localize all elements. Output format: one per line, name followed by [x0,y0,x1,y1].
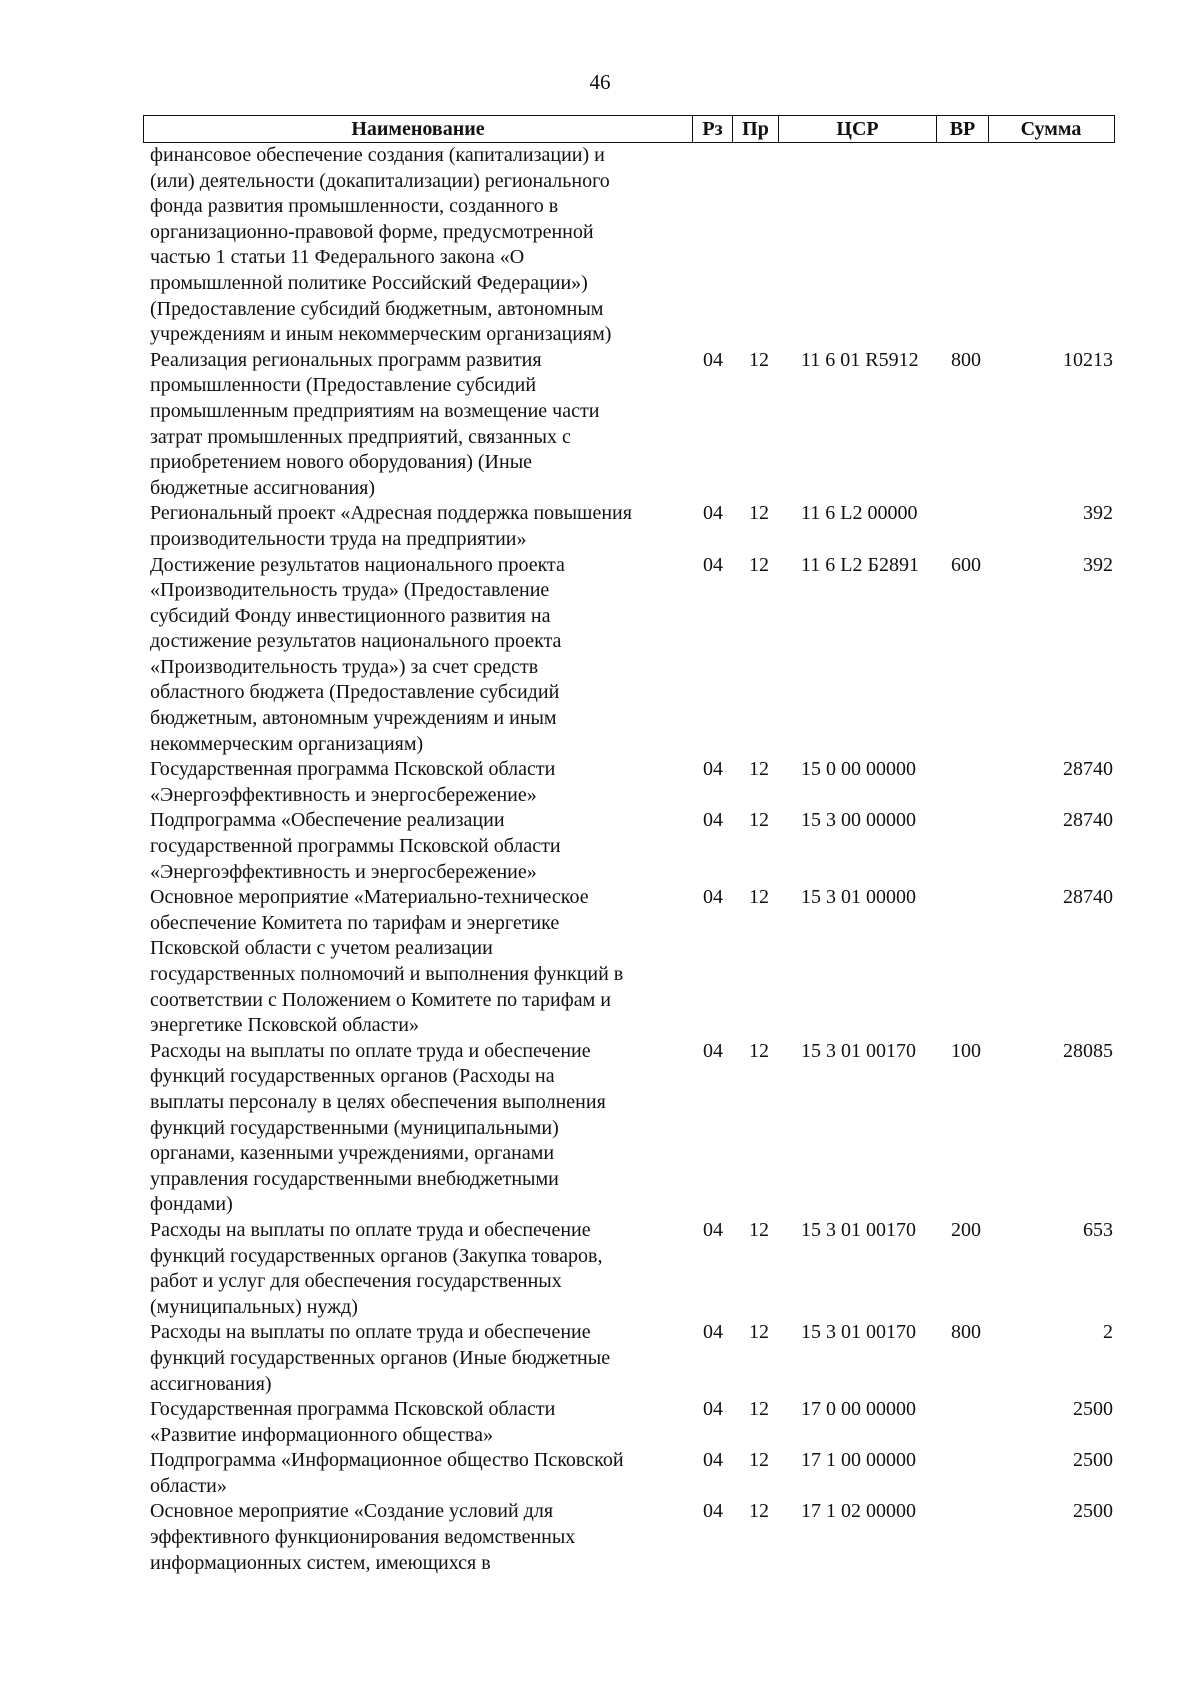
row-pr-cell: 12 [749,758,769,781]
row-csr-cell: 17 1 00 00000 [801,1449,916,1472]
row-csr-cell: 11 6 L2 Б2891 [801,553,919,576]
row-name-line: достижение результатов национального проекта [150,630,562,653]
row-name-line: промышленности (Предоставление субсидий [150,374,537,397]
row-name-line: функций государственными (муниципальными) [150,1116,559,1139]
row-vr-cell: 800 [951,1321,981,1344]
row-sum-cell: 392 [1083,553,1113,576]
row-name-line: эффективного функционирования ведомственных [150,1526,576,1549]
row-rz-cell: 04 [703,1218,723,1241]
row-vr-cell: 100 [951,1039,981,1062]
row-sum-cell: 2500 [1073,1500,1113,1523]
table-row [143,143,1115,348]
row-name-line: (Предоставление субсидий бюджетным, автономным [150,297,604,320]
row-csr-cell: 15 3 01 00000 [801,886,916,909]
row-name-cell [150,1320,690,1397]
row-pr-cell: 12 [749,1449,769,1472]
table-row [143,501,1115,552]
row-name-cell [150,143,690,348]
row-name-line: «Производительность труда») за счет средств [150,655,539,678]
row-name-line: приобретением нового оборудования) (Иные [150,451,533,474]
table-row [143,757,1115,808]
row-name-line: производительности труда на предприятии» [150,527,527,550]
row-name-line: ассигнования) [150,1372,272,1395]
row-name-line: органами, казенными учреждениями, органами [150,1142,555,1165]
row-name-line: Региональный проект «Адресная поддержка повышения [150,502,632,525]
row-name-line: областного бюджета (Предоставление субсидий [150,681,560,704]
row-pr-cell: 12 [749,553,769,576]
row-name-line: государственной программы Псковской области [150,835,561,858]
row-pr-cell: 12 [749,1398,769,1421]
row-rz-cell: 04 [703,758,723,781]
row-rz-cell: 04 [703,1321,723,1344]
row-name-line: области» [150,1474,227,1497]
row-rz-cell: 04 [703,553,723,576]
table-header [143,115,1115,143]
row-rz-cell: 04 [703,1449,723,1472]
row-name-line: работ и услуг для обеспечения государственных [150,1270,562,1293]
row-name-line: финансовое обеспечение создания (капитализации) и [150,144,605,166]
row-pr-cell: 12 [749,502,769,525]
row-sum-cell: 2 [1103,1321,1113,1344]
row-name-line: Основное мероприятие «Создание условий для [150,1500,554,1523]
row-vr-cell: 600 [951,553,981,576]
table-row [143,348,1115,502]
row-name-cell [150,1448,690,1499]
row-name-line: Основное мероприятие «Материально-техническое [150,886,589,909]
row-name-cell [150,553,690,758]
row-name-line: Государственная программа Псковской области [150,1398,556,1421]
row-rz-cell: 04 [703,886,723,909]
row-csr-cell: 17 1 02 00000 [801,1500,916,1523]
row-sum-cell: 10213 [1063,348,1113,371]
table-body [143,143,1115,1576]
table-row [143,1320,1115,1397]
row-sum-cell: 28740 [1063,886,1113,909]
row-name-line: Псковской области с учетом реализации [150,937,493,960]
row-name-line: управления государственными внебюджетными [150,1167,559,1190]
row-name-line: «Производительность труда» (Предоставление [150,579,550,602]
row-sum-cell: 28740 [1063,758,1113,781]
row-name-line: затрат промышленных предприятий, связанных с [150,425,571,448]
row-name-line: «Энергоэффективность и энергосбережение» [150,783,537,806]
row-name-line: Реализация региональных программ развития [150,348,542,371]
row-name-cell [150,757,690,808]
row-name-line: «Развитие информационного общества» [150,1423,493,1446]
row-csr-cell: 11 6 01 R5912 [801,348,919,371]
table-row [143,1448,1115,1499]
row-pr-cell: 12 [749,1218,769,1241]
row-name-line: выплаты персоналу в целях обеспечения выполнения [150,1090,606,1113]
row-name-line: Расходы на выплаты по оплате труда и обеспечение [150,1321,591,1344]
row-name-line: (или) деятельности (докапитализации) регионального [150,169,610,192]
row-csr-cell: 17 0 00 00000 [801,1398,916,1421]
row-pr-cell: 12 [749,886,769,909]
row-name-line: функций государственных органов (Закупка товаров, [150,1244,603,1267]
row-vr-cell: 200 [951,1218,981,1241]
row-rz-cell: 04 [703,1398,723,1421]
row-name-cell [150,501,690,552]
row-name-cell [150,1499,690,1576]
row-name-line: промышленным предприятиям на возмещение части [150,399,600,422]
row-name-cell [150,1397,690,1448]
row-name-cell [150,1218,690,1320]
row-name-line: Достижение результатов национального проекта [150,553,565,576]
row-pr-cell: 12 [749,1321,769,1344]
row-name-line: организационно-правовой форме, предусмотренной [150,220,594,243]
row-sum-cell: 392 [1083,502,1113,525]
header-vr: ВР [936,116,988,142]
table-row [143,885,1115,1039]
row-name-line: фонда развития промышленности, созданного в [150,195,559,218]
row-pr-cell: 12 [749,1500,769,1523]
row-name-line: обеспечение Комитета по тарифам и энергетике [150,911,560,934]
row-name-line: субсидий Фонду инвестиционного развития на [150,604,551,627]
row-rz-cell: 04 [703,348,723,371]
row-csr-cell: 11 6 L2 00000 [801,502,918,525]
row-sum-cell: 28085 [1063,1039,1113,1062]
row-name-line: соответствии с Положением о Комитете по тарифам и [150,988,611,1011]
table-row [143,553,1115,758]
row-rz-cell: 04 [703,809,723,832]
table-row [143,1499,1115,1576]
row-name-cell [150,1039,690,1218]
row-name-cell [150,808,690,885]
header-name: Наименование [351,117,485,140]
row-sum-cell: 2500 [1073,1398,1113,1421]
row-name-line: частью 1 статьи 11 Федерального закона «О [150,246,525,269]
budget-table [143,115,1115,1576]
row-name-line: бюджетные ассигнования) [150,476,376,499]
row-name-cell [150,885,690,1039]
row-name-line: Расходы на выплаты по оплате труда и обеспечение [150,1039,591,1062]
row-name-line: фондами) [150,1193,233,1216]
header-pr: Пр [732,116,778,142]
table-row [143,1039,1115,1218]
row-name-line: некоммерческим организациям) [150,732,424,755]
row-rz-cell: 04 [703,1039,723,1062]
row-pr-cell: 12 [749,348,769,371]
row-sum-cell: 2500 [1073,1449,1113,1472]
row-name-line: бюджетным, автономным учреждениям и иным [150,707,557,730]
row-csr-cell: 15 3 01 00170 [801,1321,916,1344]
row-pr-cell: 12 [749,809,769,832]
row-vr-cell: 800 [951,348,981,371]
row-name-line: учреждениям и иным некоммерческим организациям) [150,323,612,346]
row-sum-cell: 653 [1083,1218,1113,1241]
table-row [143,1218,1115,1320]
row-name-line: Подпрограмма «Информационное общество Псковской [150,1449,624,1472]
header-sum: Сумма [988,116,1113,142]
row-name-line: функций государственных органов (Расходы на [150,1065,555,1088]
table-row [143,1397,1115,1448]
row-rz-cell: 04 [703,502,723,525]
row-csr-cell: 15 3 01 00170 [801,1039,916,1062]
row-name-line: функций государственных органов (Иные бюджетные [150,1346,611,1369]
header-rz: Рз [692,116,732,142]
row-csr-cell: 15 3 00 00000 [801,809,916,832]
row-name-line: (муниципальных) нужд) [150,1295,358,1318]
row-name-line: энергетике Псковской области» [150,1014,420,1037]
row-name-line: Государственная программа Псковской области [150,758,556,781]
row-rz-cell: 04 [703,1500,723,1523]
row-name-line: Расходы на выплаты по оплате труда и обеспечение [150,1218,591,1241]
row-sum-cell: 28740 [1063,809,1113,832]
row-name-cell [150,348,690,502]
header-csr: ЦСР [778,116,936,142]
row-name-line: промышленной политике Российский Федерации») [150,271,588,294]
row-pr-cell: 12 [749,1039,769,1062]
row-name-line: Подпрограмма «Обеспечение реализации [150,809,505,832]
row-name-line: «Энергоэффективность и энергосбережение» [150,860,537,883]
row-name-line: информационных систем, имеющихся в [150,1551,491,1574]
table-row [143,808,1115,885]
row-csr-cell: 15 0 00 00000 [801,758,916,781]
page-number: 46 [589,70,611,94]
row-csr-cell: 15 3 01 00170 [801,1218,916,1241]
row-name-line: государственных полномочий и выполнения функций в [150,963,624,985]
